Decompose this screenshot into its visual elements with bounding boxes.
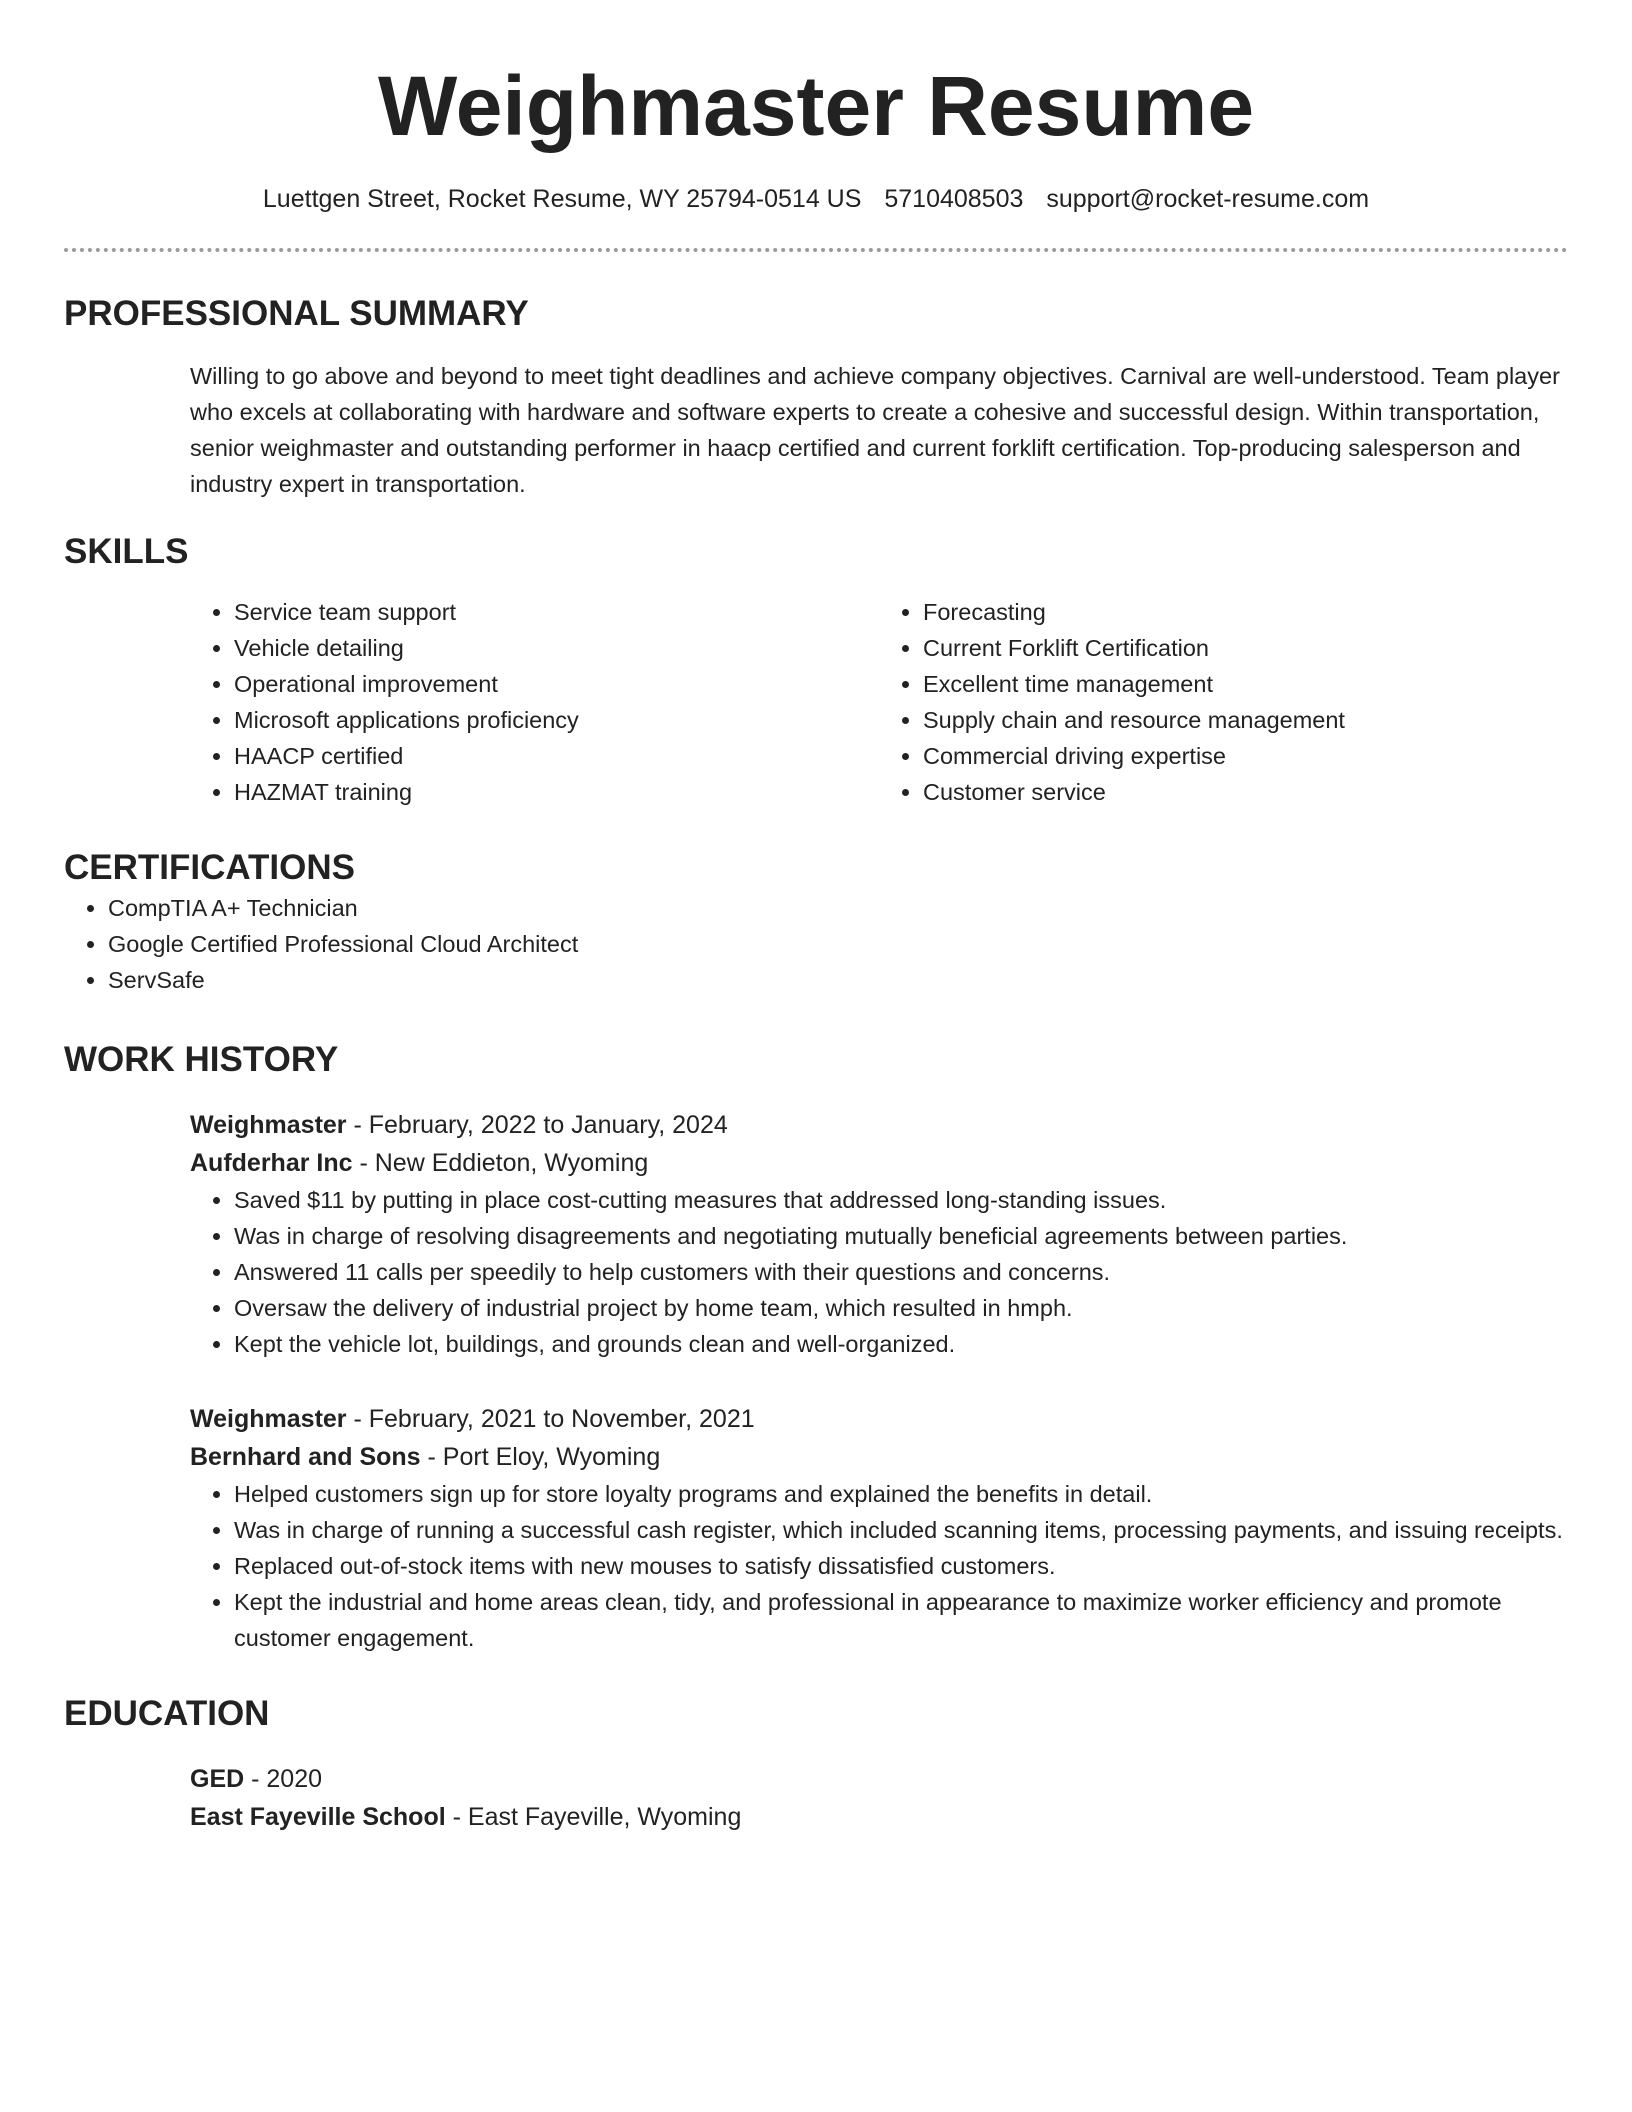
list-item: • ServSafe [108,962,1568,998]
job-location: - Port Eloy, Wyoming [420,1443,661,1471]
job-company-line [190,1144,1568,1182]
list-item: • Saved $11 by putting in place cost-cutting measures that addressed long-standing issues. [234,1182,1568,1218]
section-title-skills: SKILLS [64,532,189,571]
contact-phone: 5710408503 [884,185,1024,213]
education-entry [190,1760,1568,1836]
education-school-line [190,1798,1568,1836]
job-role: Weighmaster [190,1405,347,1433]
list-item: • Kept the industrial and home areas clean, tidy, and professional in appearance to maximize worker efficiency and promote customer engagement. [234,1584,1568,1656]
skills-grid [190,594,1568,810]
list-item: • Oversaw the delivery of industrial project by home team, which resulted in hmph. [234,1290,1568,1326]
resume-title: Weighmaster Resume [377,59,1255,153]
section-education [64,1692,1568,1836]
education-degree-line [190,1760,1568,1798]
section-title-education: EDUCATION [64,1694,270,1733]
list-item: • Was in charge of resolving disagreements and negotiating mutually beneficial agreements between parties. [234,1218,1568,1254]
job-company: Bernhard and Sons [190,1443,421,1471]
list-item: • Google Certified Professional Cloud Architect [108,926,1568,962]
education-degree: GED [190,1765,245,1793]
section-certifications [64,846,1568,998]
list-item: • HAZMAT training [234,774,879,810]
summary-text: Willing to go above and beyond to meet tight deadlines and achieve company objectives. Carnival are well-understood. Team player who excels at collaborating with hardware and software experts to create a cohesive and successful design. Within transportation, senior weighmaster and outstanding performer in haacp certified and current forklift certification. Top-producing salesperson and industry expert in transportation. [190,363,1560,497]
list-item: • Microsoft applications proficiency [234,702,879,738]
skills-list-left [190,594,879,810]
list-item: • Answered 11 calls per speedily to help customers with their questions and concerns. [234,1254,1568,1290]
contact-line [64,182,1568,216]
list-item: • Was in charge of running a successful cash register, which included scanning items, processing payments, and issuing receipts. [234,1512,1568,1548]
section-title-certifications: CERTIFICATIONS [64,848,356,887]
job-entry [190,1106,1568,1362]
list-item: • Forecasting [923,594,1568,630]
education-year: - 2020 [244,1765,323,1793]
list-item: • Replaced out-of-stock items with new mouses to satisfy dissatisfied customers. [234,1548,1568,1584]
job-bullets [190,1182,1568,1362]
education-school: East Fayeville School [190,1803,446,1831]
list-item: • Customer service [923,774,1568,810]
section-title-work-history: WORK HISTORY [64,1040,339,1079]
contact-address: Luettgen Street, Rocket Resume, WY 25794-0514 US [262,185,862,213]
list-item: • HAACP certified [234,738,879,774]
job-role-line [190,1106,1568,1144]
list-item: • Kept the vehicle lot, buildings, and grounds clean and well-organized. [234,1326,1568,1362]
job-dates: - February, 2022 to January, 2024 [346,1111,728,1139]
header-divider [64,248,1568,252]
job-role: Weighmaster [190,1111,347,1139]
job-bullets [190,1476,1568,1656]
section-work-history [64,1038,1568,1656]
list-item: • Service team support [234,594,879,630]
job-company-line [190,1438,1568,1476]
list-item: • Helped customers sign up for store loyalty programs and explained the benefits in detail. [234,1476,1568,1512]
list-item: • Vehicle detailing [234,630,879,666]
list-item: • Current Forklift Certification [923,630,1568,666]
section-title-summary: PROFESSIONAL SUMMARY [64,294,529,333]
job-location: - New Eddieton, Wyoming [352,1149,649,1177]
job-entry [190,1400,1568,1656]
contact-email: support@rocket-resume.com [1046,185,1370,213]
job-dates: - February, 2021 to November, 2021 [346,1405,755,1433]
list-item: • Operational improvement [234,666,879,702]
skills-list-right [879,594,1568,810]
section-summary [64,292,1568,502]
education-location: - East Fayeville, Wyoming [445,1803,742,1831]
list-item: • Supply chain and resource management [923,702,1568,738]
section-skills [64,530,1568,810]
certifications-list [64,890,1568,998]
list-item: • CompTIA A+ Technician [108,890,1568,926]
job-role-line [190,1400,1568,1438]
list-item: • Excellent time management [923,666,1568,702]
job-company: Aufderhar Inc [190,1149,353,1177]
list-item: • Commercial driving expertise [923,738,1568,774]
